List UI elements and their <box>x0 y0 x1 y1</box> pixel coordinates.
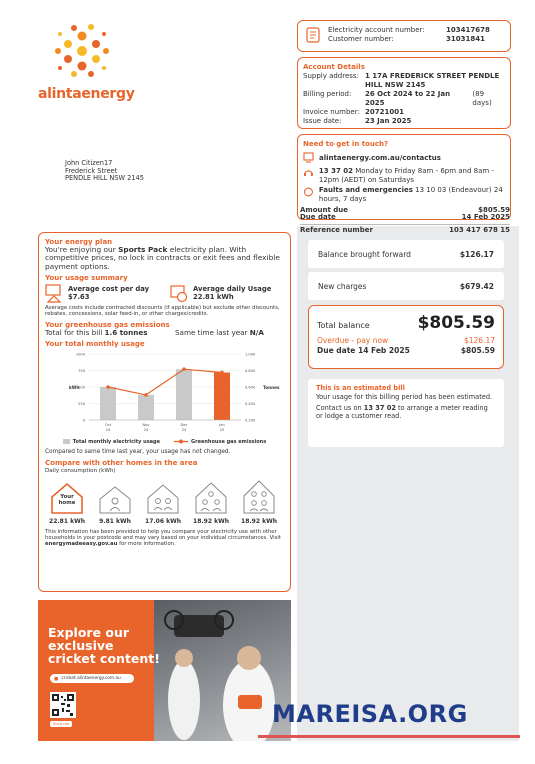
legend-emissions-label: Greenhouse gas emissions <box>191 438 267 445</box>
plan-text-pre: You're enjoying our <box>45 245 116 254</box>
chart-bar <box>176 369 192 420</box>
new-charges-label: New charges <box>318 281 367 291</box>
chart-x-tick-label: Dec <box>180 422 188 427</box>
chart-y-tick-label: 1000 <box>75 352 85 357</box>
balance-forward-label: Balance brought forward <box>318 249 411 259</box>
promo-photo <box>154 600 291 741</box>
amount-due-label: Amount due <box>300 206 349 214</box>
monthly-usage-chart-svg <box>45 350 285 438</box>
greenhouse-value: 1.6 tonnes <box>104 327 148 337</box>
chart-bar <box>214 372 230 420</box>
promo-line-1: Explore our <box>48 625 130 640</box>
phone-icon <box>303 167 314 179</box>
chart-emissions-line <box>108 369 222 395</box>
chart-bar <box>138 395 154 420</box>
elec-account-value: 103417678 <box>446 26 490 34</box>
legend-emissions-swatch <box>174 439 188 444</box>
promo-qr-code[interactable] <box>50 692 76 718</box>
compare-info-pre: This information has been provided to help you compare your electricity use with other households in your postcode and may vary based on your individual circumstances. Visit <box>45 528 281 541</box>
chart-emissions-point <box>182 367 186 371</box>
estimate-text: Your usage for this billing period has been estimated. <box>316 392 493 401</box>
monthly-usage-chart <box>45 350 285 438</box>
chart-y2-axis-label: Tonnes <box>263 384 280 390</box>
watermark: MAREISA.ORG <box>272 700 468 728</box>
new-charges-value: $679.42 <box>459 281 494 291</box>
home-1-kwh: 9.81 kWh <box>99 517 131 525</box>
chart-y-tick-label: 0 <box>82 418 85 423</box>
cost-per-day-value: $7.63 <box>68 293 90 302</box>
chart-y2-tick-label: 0.800 <box>245 368 256 373</box>
chart-x-tick-label-year: 24 <box>143 427 149 432</box>
home-2-icon <box>145 483 181 515</box>
contact-title: Need to get in touch? <box>303 140 389 148</box>
customer-name: John Citizen17 <box>65 159 113 167</box>
energy-plan-box <box>38 232 291 592</box>
invoice-value: 20721001 <box>365 108 404 116</box>
contact-web-link[interactable]: alintaenergy.com.au/contactus <box>319 153 441 162</box>
promo-scan-label: Scan me <box>50 721 72 727</box>
estimate-contact-pre: Contact us on <box>316 404 362 412</box>
due-date-value: 14 Feb 2025 <box>461 213 510 221</box>
watermark-underline <box>258 735 520 738</box>
monthly-title: Your total monthly usage <box>45 339 145 348</box>
new-charges-card <box>308 272 504 300</box>
cost-per-day-icon <box>45 283 63 303</box>
chart-y2-tick-label: 0.600 <box>245 385 256 390</box>
legend-usage-swatch <box>63 439 70 444</box>
promo-line-2: exclusive <box>48 638 114 653</box>
total-balance-label: Total balance <box>317 321 370 330</box>
billing-days: (89 days) <box>472 90 492 107</box>
chart-x-tick-label-year: 24 <box>105 427 111 432</box>
account-numbers-box <box>297 20 511 52</box>
account-details-box <box>297 57 511 129</box>
promo-photo-illustration <box>154 600 291 741</box>
reference-label: Reference number <box>300 226 373 234</box>
billing-label: Billing period: <box>303 90 352 98</box>
home-4 <box>237 479 281 526</box>
chart-y2-tick-label: 0.200 <box>245 418 256 423</box>
home-4-icon <box>241 479 277 515</box>
account-icon <box>306 27 320 43</box>
daily-usage-label: Average daily Usage <box>193 285 272 294</box>
plan-name: Sports Pack <box>118 245 168 254</box>
your-home-kwh: 22.81 kWh <box>49 517 85 525</box>
customer-suburb: PENDLE HILL NSW 2145 <box>65 174 144 182</box>
chart-emissions-point <box>106 385 110 389</box>
balance-forward-card <box>308 240 504 268</box>
due-date-label: Due date <box>300 213 336 221</box>
compare-note: Compared to same time last year, your usage has not changed. <box>45 448 231 455</box>
fault-text: 13 10 03 (Endeavour) 24 hours, 7 days <box>318 186 503 203</box>
home-3 <box>189 481 233 526</box>
total-balance-value: $805.59 <box>417 313 495 333</box>
web-icon <box>303 152 314 163</box>
billing-value: 26 Oct 2024 to 22 Jan 2025 <box>365 90 451 107</box>
daily-usage-icon <box>170 283 188 303</box>
estimate-contact-phone: 13 37 02 <box>363 404 396 412</box>
fault-icon <box>303 186 314 198</box>
home-2 <box>141 483 185 526</box>
total-due-date-label: Due date 14 Feb 2025 <box>317 346 410 355</box>
contact-phone-hours: Monday to Friday 8am - 6pm and 8am - 12pm (AEDT) on Saturdays <box>318 167 494 184</box>
chart-y-tick-label: 250 <box>78 401 85 406</box>
reference-value: 103 417 678 15 <box>449 226 510 234</box>
due-date-row <box>300 213 510 221</box>
greenhouse-label: Total for this bill <box>45 327 103 337</box>
legend-usage-label: Total monthly electricity usage <box>72 438 161 445</box>
chart-emissions-point <box>220 370 224 374</box>
greenhouse-same-label: Same time last year <box>175 327 248 337</box>
customer-number-label: Customer number: <box>328 35 394 43</box>
homes-row <box>45 479 284 526</box>
home-2-kwh: 17.06 kWh <box>145 517 181 525</box>
compare-info-post: for more information. <box>119 541 176 548</box>
promo-url: cricket.alintaenergy.com.au <box>61 676 121 681</box>
daily-usage-value: 22.81 kWh <box>193 293 234 302</box>
estimate-contact-post: to arrange a meter reading or lodge a customer read. <box>316 404 488 420</box>
chart-x-tick-label: Nov <box>142 422 150 427</box>
chart-x-tick-label-year: 24 <box>181 427 187 432</box>
invoice-label: Invoice number: <box>303 108 360 116</box>
usage-note: Average costs include contracted discounts (if applicable) but exclude other discounts, rebates, concessions, solar feed-in, or other charges/credits. <box>45 305 280 318</box>
compare-title: Compare with other homes in the area <box>45 458 198 467</box>
chart-y-axis-label: kWh <box>69 384 80 390</box>
usage-title: Your usage summary <box>45 274 128 283</box>
balance-forward-value: $126.17 <box>459 249 494 259</box>
home-3-icon <box>193 481 229 515</box>
cost-per-day-label: Average cost per day <box>68 285 150 294</box>
brand-name: alintaenergy <box>38 86 135 102</box>
home-yours <box>45 481 89 526</box>
account-details-title: Account Details <box>303 63 365 71</box>
chart-y2-tick-label: 1.000 <box>245 352 256 357</box>
customer-address <box>65 160 144 183</box>
chart-emissions-point <box>144 393 148 397</box>
elec-account-label: Electricity account number: <box>328 26 425 34</box>
promo-url-pill[interactable] <box>50 674 134 683</box>
contact-phone: 13 37 02 <box>318 167 353 175</box>
summary-panel <box>297 226 519 741</box>
plan-title: Your energy plan <box>45 238 113 246</box>
chart-y-tick-label: 750 <box>78 368 85 373</box>
chart-y2-tick-label: 0.400 <box>245 401 256 406</box>
home-1-icon <box>97 485 133 515</box>
chart-x-tick-label-year: 25 <box>219 427 225 432</box>
fault-label: Faults and emergencies <box>318 186 413 194</box>
issue-value: 23 Jan 2025 <box>365 117 412 125</box>
greenhouse-title: Your greenhouse gas emissions <box>45 320 170 329</box>
home-4-kwh: 18.92 kWh <box>241 517 277 525</box>
compare-subtitle: Daily consumption (kWh) <box>45 467 116 474</box>
promo-search-icon: ● <box>54 675 59 682</box>
compare-info-link[interactable]: energymadeeasy.gov.au <box>45 541 118 548</box>
brand-logo <box>38 22 138 102</box>
issue-label: Issue date: <box>303 117 342 125</box>
overdue-value: $126.17 <box>463 336 495 345</box>
qr-code-icon <box>52 694 74 716</box>
greenhouse-same-value: N/A <box>249 327 264 337</box>
chart-y-tick-label: 500 <box>78 385 85 390</box>
estimate-title: This is an estimated bill <box>316 384 405 392</box>
home-1 <box>93 485 137 526</box>
total-due-value: $805.59 <box>460 346 495 355</box>
home-3-kwh: 18.92 kWh <box>193 517 229 525</box>
promo-line-3: cricket content! <box>48 651 160 666</box>
plan-text-post: electricity plan. With competitive prices, no lock in contracts or exit fees and flexible payment options. <box>45 245 280 271</box>
chart-x-tick-label: Oct <box>104 422 112 427</box>
customer-number-value: 31031841 <box>446 35 485 43</box>
supply-value: 1 17A FREDERICK STREET PENDLE HILL NSW 2145 <box>365 72 500 89</box>
chart-bar <box>100 387 116 420</box>
amount-due-value: $805.59 <box>478 206 510 214</box>
your-home-label: Your home <box>58 493 76 506</box>
chart-x-tick-label: Jan <box>219 422 225 427</box>
promo-banner <box>38 600 291 741</box>
customer-street: Frederick Street <box>65 166 118 175</box>
total-balance-box <box>308 305 504 369</box>
reference-row <box>300 224 510 234</box>
supply-label: Supply address: <box>303 72 359 80</box>
estimate-card <box>308 379 504 447</box>
overdue-label: Overdue - pay now <box>317 336 389 345</box>
logo-burst-icon <box>52 22 112 80</box>
